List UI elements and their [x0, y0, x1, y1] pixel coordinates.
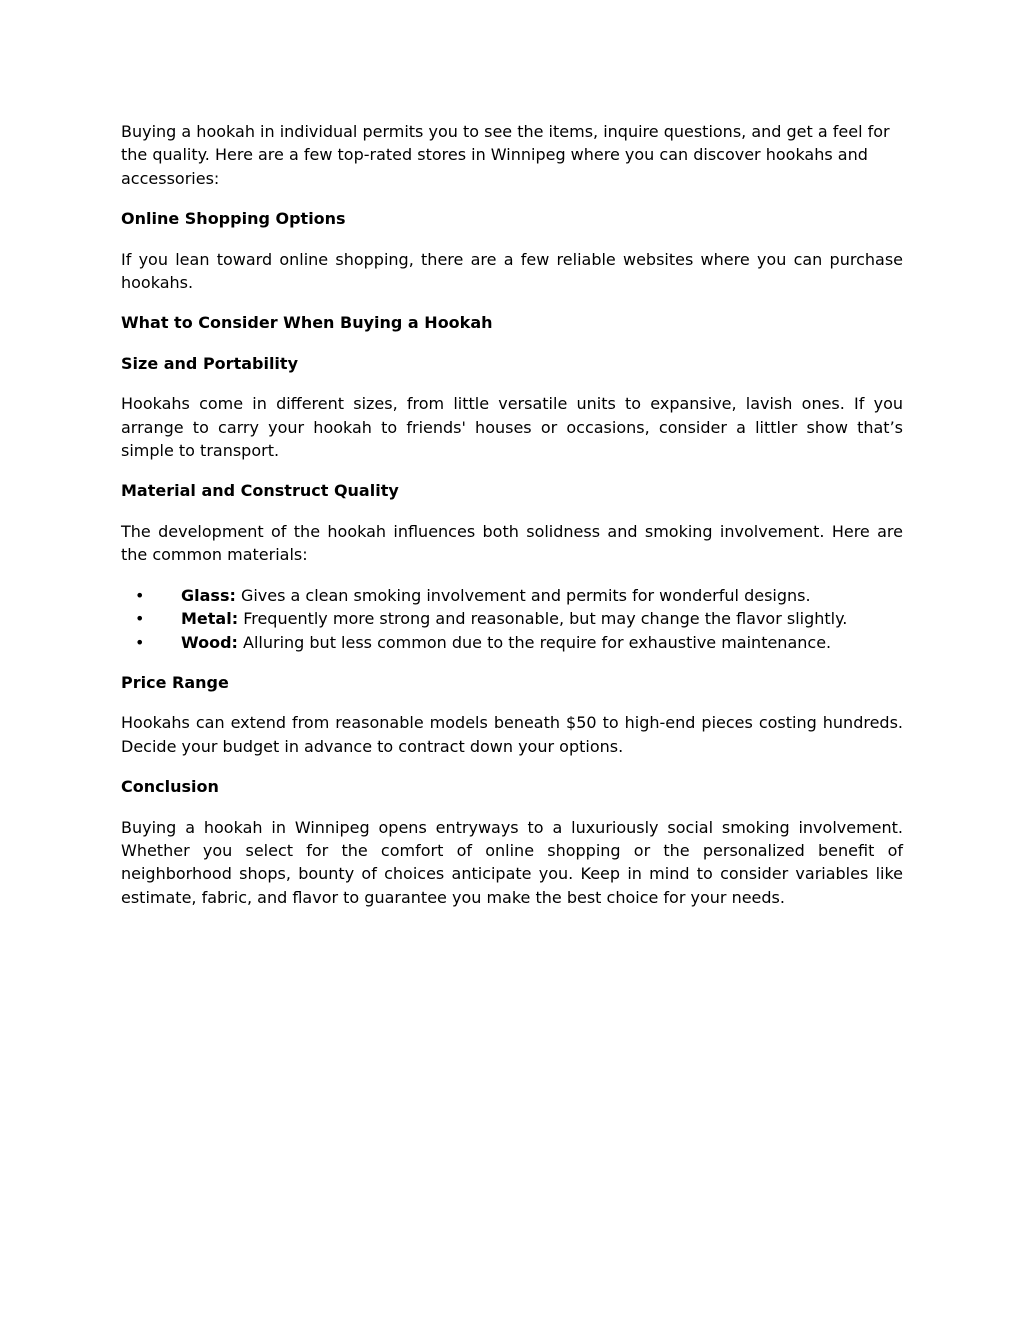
list-item — [121, 607, 903, 630]
size-portability-heading: Size and Portability — [121, 353, 298, 373]
material-term: Glass: — [181, 585, 236, 605]
online-shopping-paragraph: If you lean toward online shopping, there are a few reliable websites where you can purchase hookahs. — [121, 249, 903, 293]
material-description: Alluring but less common due to the require for exhaustive maintenance. — [237, 632, 832, 652]
intro-paragraph: Buying a hookah in individual permits you to see the items, inquire questions, and get a feel for the quality. Here are a few top-rated stores in Winnipeg where you can discover hookahs and accessories: — [121, 122, 890, 188]
materials-list — [121, 584, 903, 654]
bullet-icon: • — [135, 609, 145, 629]
list-item — [121, 584, 903, 607]
online-shopping-heading: Online Shopping Options — [121, 209, 346, 229]
bullet-icon: • — [135, 585, 145, 605]
conclusion-paragraph: Buying a hookah in Winnipeg opens entryways to a luxuriously social smoking involvement. Whether you select for the comfort of online shopping or the personalized benefit of neighborhood shops, bounty of choices anticipate you. Keep in mind to consider variables like estimate, fabric, and flavor to guarantee you make the best choice for your needs. — [121, 817, 903, 907]
material-description: Frequently more strong and reasonable, but may change the flavor slightly. — [238, 609, 848, 629]
bullet-icon: • — [135, 632, 145, 652]
conclusion-heading: Conclusion — [121, 777, 219, 797]
document-page — [121, 120, 903, 926]
material-description: Gives a clean smoking involvement and permits for wonderful designs. — [235, 585, 811, 605]
price-range-paragraph: Hookahs can extend from reasonable models beneath $50 to high-end pieces costing hundreds. Decide your budget in advance to contract down your options. — [121, 713, 903, 756]
material-quality-heading: Material and Construct Quality — [121, 481, 399, 501]
material-term: Wood: — [181, 632, 238, 652]
what-to-consider-heading: What to Consider When Buying a Hookah — [121, 313, 493, 333]
material-quality-paragraph: The development of the hookah influences both solidness and smoking involvement. Here are the common materials: — [121, 521, 903, 565]
price-range-heading: Price Range — [121, 672, 229, 692]
list-item — [121, 631, 903, 654]
size-portability-paragraph: Hookahs come in different sizes, from little versatile units to expansive, lavish ones. If you arrange to carry your hookah to friends' houses or occasions, consider a littler show that’s simple to transport. — [121, 394, 903, 461]
material-term: Metal: — [181, 609, 239, 629]
